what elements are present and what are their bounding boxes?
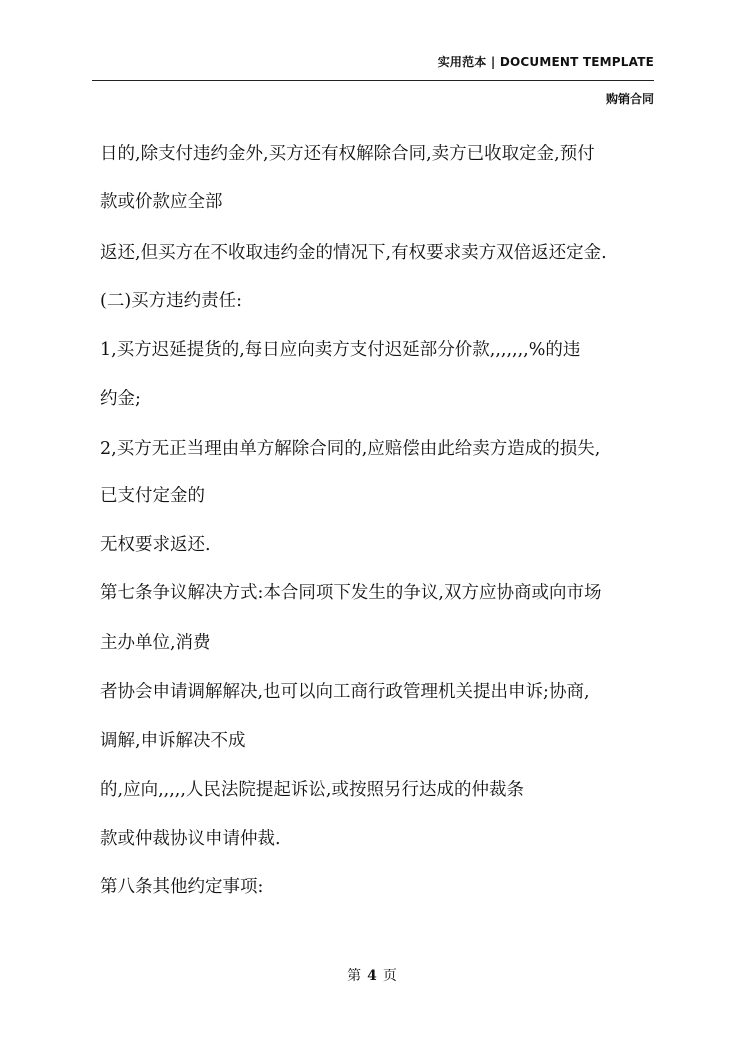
body-line: 返还,但买方在不收取违约金的情况下,有权要求卖方双倍返还定金. (100, 243, 607, 263)
page-suffix: 页 (382, 968, 397, 984)
body-line: 调解,申诉解决不成 (100, 731, 246, 751)
page-prefix: 第 (347, 968, 362, 984)
body-line: 款或价款应全部 (100, 192, 223, 212)
body-line: 2,买方无正当理由单方解除合同的,应赔偿由此给卖方造成的损失, (100, 439, 601, 459)
body-line: (二)买方违约责任: (100, 291, 243, 311)
header-divider (92, 80, 654, 81)
body-line: 第七条争议解决方式:本合同项下发生的争议,双方应协商或向市场 (100, 583, 602, 603)
page-number-footer (0, 965, 744, 985)
body-line: 主办单位,消费 (100, 633, 211, 653)
body-line: 者协会申请调解解决,也可以向工商行政管理机关提出申诉;协商, (100, 682, 590, 702)
header-brand: 实用范本 | DOCUMENT TEMPLATE (437, 55, 654, 69)
body-line: 的,应向,,,,,人民法院提起诉讼,或按照另行达成的仲裁条 (100, 780, 524, 800)
body-line: 无权要求返还. (100, 535, 211, 555)
body-line: 款或仲裁协议申请仲裁. (100, 829, 281, 849)
body-line: 第八条其他约定事项: (100, 877, 264, 897)
body-line: 1,买方迟延提货的,每日应向卖方支付迟延部分价款,,,,,,,%的违 (100, 340, 581, 360)
body-line: 约金; (100, 389, 141, 409)
body-line: 已支付定金的 (100, 486, 205, 506)
header-doc-type: 购销合同 (605, 92, 654, 106)
body-line: 日的,除支付违约金外,买方还有权解除合同,卖方已收取定金,预付 (100, 144, 595, 164)
page-number: 4 (367, 968, 377, 984)
